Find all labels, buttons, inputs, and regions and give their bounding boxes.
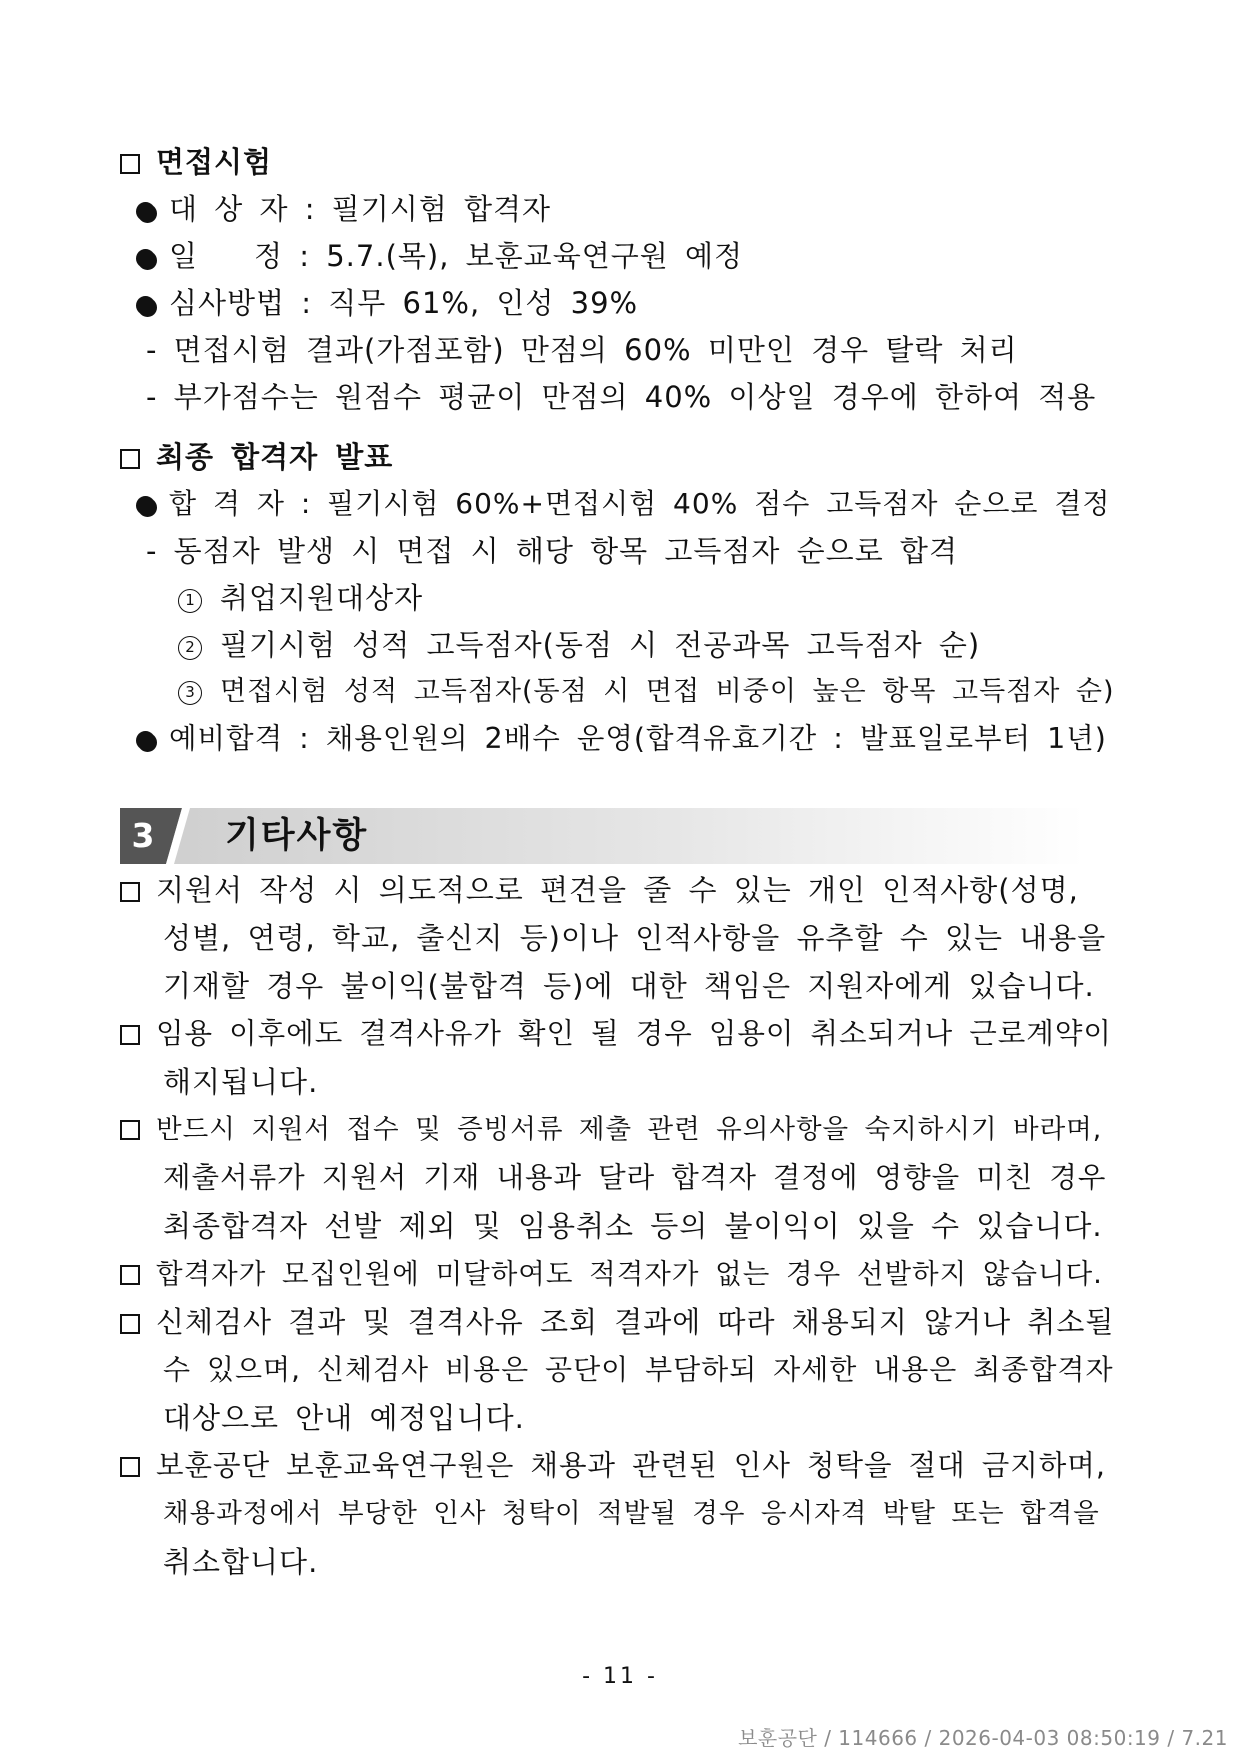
notice-item-4-line-1	[120, 1254, 1103, 1294]
tie-item-text: 취업지원대상자	[220, 581, 424, 615]
notice-text: 신체검사 결과 및 결격사유 조회 결과에 따라 채용되지 않거나 취소될	[156, 1305, 1115, 1339]
notice-item-6-line-2: 채용과정에서 부당한 인사 청탁이 적발될 경우 응시자격 박탈 또는 합격을	[163, 1498, 1100, 1529]
notice-item-3-line-2: 제출서류가 지원서 기재 내용과 달라 합격자 결정에 영향을 미친 경우	[163, 1161, 1107, 1194]
interview-target: 대 상 자 : 필기시험 합격자	[169, 192, 552, 226]
notice-item-1-line-1	[120, 870, 1079, 910]
final-heading: 최종 합격자 발표	[156, 440, 394, 474]
square-bullet-icon	[120, 449, 140, 469]
circle-bullet-icon	[136, 296, 155, 315]
interview-method: 심사방법 : 직무 61%, 인성 39%	[169, 286, 639, 320]
notice-item-2-line-2: 해지됩니다.	[163, 1065, 319, 1099]
final-passers: 합 격 자 : 필기시험 60%+면접시험 40% 점수 고득점자 순으로 결정	[169, 487, 1111, 520]
notice-text: 반드시 지원서 접수 및 증빙서류 제출 관련 유의사항을 숙지하시기 바라며,	[156, 1114, 1103, 1145]
page-number: - 11 -	[582, 1664, 658, 1689]
notice-item-5-line-1	[120, 1302, 1114, 1342]
notice-item-1-line-3: 기재할 경우 불이익(불합격 등)에 대한 책임은 지원자에게 있습니다.	[163, 969, 1095, 1003]
notice-item-3-line-3: 최종합격자 선발 제외 및 임용취소 등의 불이익이 있을 수 있습니다.	[163, 1209, 1103, 1243]
notice-text: 보훈공단 보훈교육연구원은 채용과 관련된 인사 청탁을 절대 금지하며,	[156, 1449, 1106, 1482]
interview-note-2: - 부가점수는 원점수 평균이 만점의 40% 이상일 경우에 한하여 적용	[146, 380, 1097, 414]
tie-item-text: 필기시험 성적 고득점자(동점 시 전공과목 고득점자 순)	[220, 628, 981, 662]
notice-text: 지원서 작성 시 의도적으로 편견을 줄 수 있는 개인 인적사항(성명,	[156, 873, 1079, 907]
circle-bullet-icon	[136, 202, 155, 221]
tie-item-text: 면접시험 성적 고득점자(동점 시 면접 비중이 높은 항목 고득점자 순)	[220, 676, 1115, 707]
tie-item-2	[178, 625, 980, 665]
interview-method-row	[136, 283, 638, 323]
notice-item-2-line-1	[120, 1014, 1112, 1054]
square-bullet-icon	[120, 1120, 140, 1140]
tie-note: - 동점자 발생 시 면접 시 해당 항목 고득점자 순으로 합격	[146, 534, 958, 568]
interview-target-row	[136, 189, 551, 229]
section-title: 기타사항	[225, 816, 369, 856]
final-reserve-row	[136, 719, 1107, 759]
notice-text: 임용 이후에도 결격사유가 확인 될 경우 임용이 취소되거나 근로계약이	[156, 1017, 1112, 1050]
notice-item-6-line-3: 취소합니다.	[163, 1545, 319, 1579]
notice-item-3-line-1	[120, 1110, 1102, 1150]
square-bullet-icon	[120, 1314, 140, 1334]
tie-item-1	[178, 578, 423, 618]
section-number: 3	[131, 816, 155, 855]
square-bullet-icon	[120, 1265, 140, 1285]
final-heading-row	[120, 437, 393, 477]
interview-schedule-row	[136, 236, 743, 276]
section-banner	[120, 808, 1085, 864]
interview-note-1: - 면접시험 결과(가점포함) 만점의 60% 미만인 경우 탈락 처리	[146, 333, 1018, 367]
document-stamp: 보훈공단 / 114666 / 2026-04-03 08:50:19 / 7.21	[738, 1726, 1228, 1750]
notice-item-5-line-2: 수 있으며, 신체검사 비용은 공단이 부담하되 자세한 내용은 최종합격자	[163, 1353, 1114, 1386]
square-bullet-icon	[120, 154, 140, 174]
circle-bullet-icon	[136, 496, 155, 515]
circled-number-icon: 2	[178, 636, 202, 660]
interview-schedule-value: 정 : 5.7.(목), 보훈교육연구원 예정	[254, 239, 743, 273]
circle-bullet-icon	[136, 249, 155, 268]
notice-text: 합격자가 모집인원에 미달하여도 적격자가 없는 경우 선발하지 않습니다.	[156, 1258, 1103, 1290]
tie-item-3	[178, 672, 1115, 712]
circled-number-icon: 1	[178, 589, 202, 613]
circle-bullet-icon	[136, 731, 155, 750]
final-passers-row	[136, 484, 1110, 524]
square-bullet-icon	[120, 1457, 140, 1477]
notice-item-5-line-3: 대상으로 안내 예정입니다.	[163, 1401, 525, 1435]
square-bullet-icon	[120, 882, 140, 902]
interview-heading-row	[120, 142, 272, 182]
final-reserve: 예비합격 : 채용인원의 2배수 운영(합격유효기간 : 발표일로부터 1년)	[169, 722, 1107, 755]
notice-item-6-line-1	[120, 1446, 1106, 1486]
notice-item-1-line-2: 성별, 연령, 학교, 출신지 등)이나 인적사항을 유추할 수 있는 내용을	[163, 921, 1107, 955]
interview-schedule-label: 일	[169, 239, 199, 273]
circled-number-icon: 3	[178, 681, 202, 705]
interview-heading: 면접시험	[156, 145, 273, 179]
square-bullet-icon	[120, 1025, 140, 1045]
